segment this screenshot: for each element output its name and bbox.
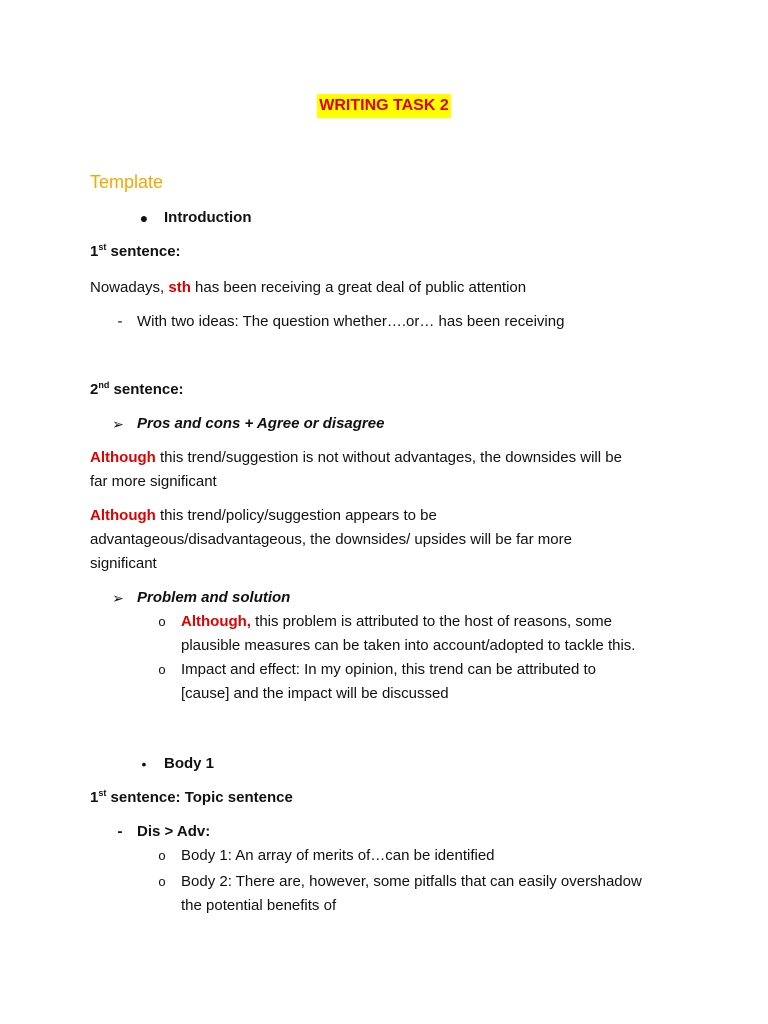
intro-first-sentence-label [90,240,181,264]
problem-solution-item-2: Impact and effect: In my opinion, this trend can be attributed to [181,661,596,678]
dis-adv-heading: Dis > Adv: [137,823,211,840]
two-ideas-line: With two ideas: The question whether….or… has been receiving [137,313,565,330]
body1-heading: Body 1 [164,755,215,772]
sentence-label: sentence: [106,243,181,260]
although-paragraph-2 [90,504,437,528]
ordinal-number: 2 [90,381,99,398]
introduction-heading: Introduction [164,209,252,226]
pros-cons-heading: Pros and cons + Agree or disagree [137,415,385,432]
ordinal-number: 1 [90,243,99,260]
although-paragraph-1-line2: far more significant [90,473,217,490]
circle-bullet-icon: o [158,662,166,677]
dash-marker: - [117,313,123,330]
although-paragraph-1 [90,446,622,470]
text-segment: Nowadays, [90,279,169,296]
template-heading: Template [90,172,164,192]
intro-second-sentence-label [90,378,184,402]
document-title: WRITING TASK 2 [317,94,450,118]
ordinal-suffix: nd [98,380,110,390]
sentence-label: sentence: [109,381,184,398]
text-segment: has been receiving a great deal of public attention [190,279,527,296]
dis-adv-item-2-line2: the potential benefits of [181,897,337,914]
text-segment: this trend/suggestion is not without advantages, the downsides will be [155,449,622,466]
circle-bullet-icon: o [158,874,166,889]
ordinal-suffix: st [98,242,107,252]
title-container [0,94,768,118]
problem-solution-item-1-line2: plausible measures can be taken into account/adopted to tackle this. [181,637,636,654]
text-segment: this problem is attributed to the host of reasons, some [250,613,613,630]
although-paragraph-2-line2: advantageous/disadvantageous, the downsides/ upsides will be far more [90,531,572,548]
dis-adv-item-2: Body 2: There are, however, some pitfalls that can easily overshadow [181,873,642,890]
although-paragraph-2-line3: significant [90,555,157,572]
although-keyword: Although [90,449,156,466]
arrow-icon: ➢ [112,416,124,432]
sentence-label: sentence: Topic sentence [106,789,293,806]
problem-solution-item-2-line2: [cause] and the impact will be discussed [181,685,449,702]
circle-bullet-icon: o [158,848,166,863]
ordinal-number: 1 [90,789,99,806]
highlight-sth: sth [168,279,191,296]
nowadays-sentence [90,276,526,300]
problem-solution-item-1 [181,610,612,634]
bullet-icon: • [141,756,147,772]
arrow-icon: ➢ [112,590,124,606]
body1-first-sentence-label [90,786,293,810]
problem-solution-heading: Problem and solution [137,589,291,606]
bullet-icon: ● [139,210,149,226]
although-keyword: Although [90,507,156,524]
dis-adv-item-1: Body 1: An array of merits of…can be identified [181,847,495,864]
text-segment: this trend/policy/suggestion appears to be [155,507,437,524]
dash-marker: - [117,823,123,840]
ordinal-suffix: st [98,788,107,798]
although-keyword: Although, [181,613,251,630]
circle-bullet-icon: o [158,614,166,629]
